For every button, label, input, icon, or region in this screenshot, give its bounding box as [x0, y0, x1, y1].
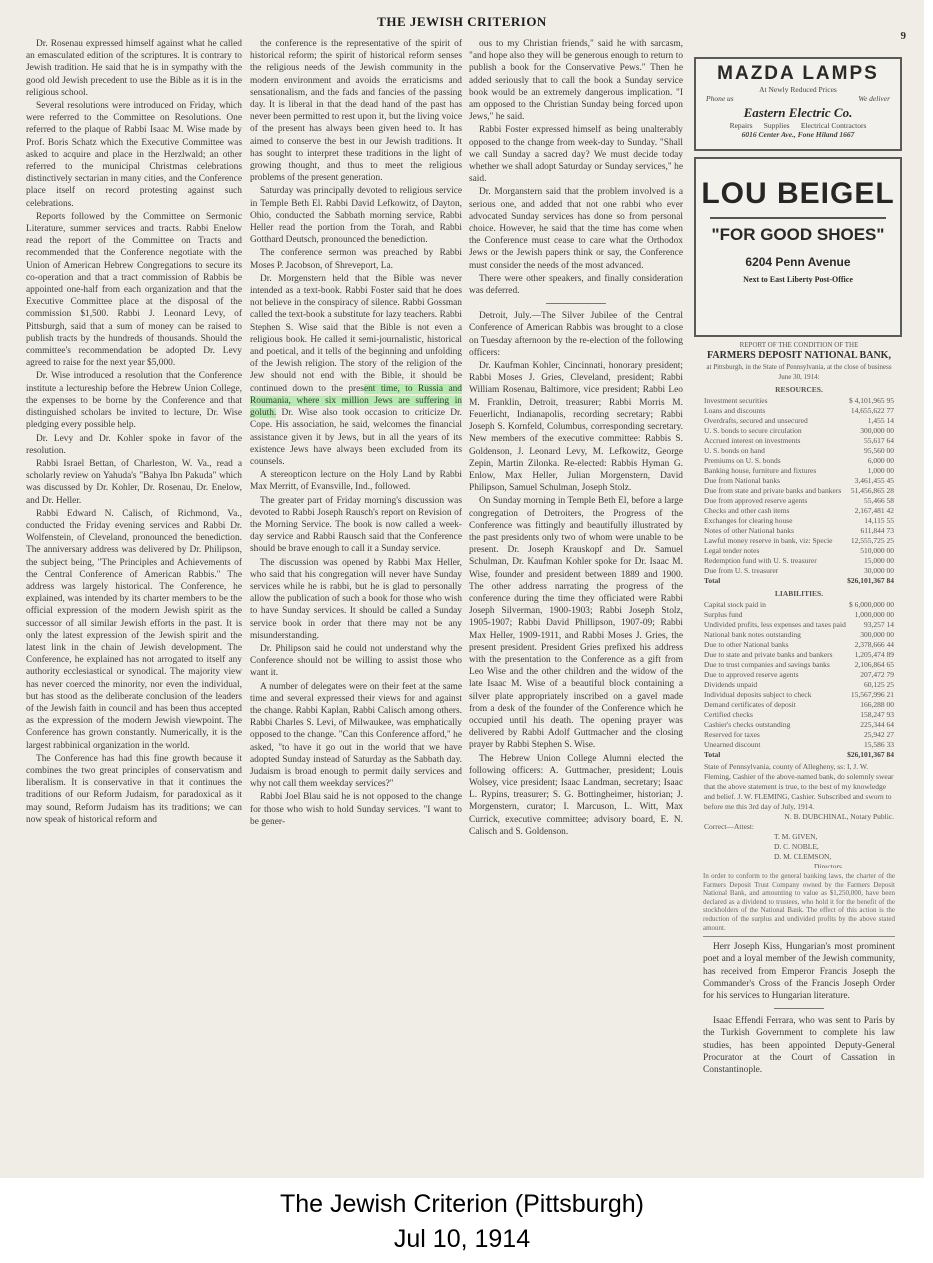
line-label: Lawful money reserve in bank, viz: Specie [704, 536, 833, 545]
article-paragraph: Rabbi Foster expressed himself as being unalterably opposed to the change from week-day to Sunday. "Shall we call Sunday a sacred day? We must decide today whether we shall adopt Saturday or Sunday services," he said. [469, 125, 683, 185]
line-label: Overdrafts, secured and unsecured [704, 416, 808, 425]
line-label: Due to other National banks [704, 640, 789, 649]
article-column-3 [469, 38, 683, 1170]
line-value: 1,455 14 [867, 416, 894, 425]
total-label: Total [704, 576, 721, 585]
article-column-1 [26, 38, 242, 1170]
article-paragraph: On Sunday morning in Temple Beth El, before a large congregation of Detroiters, the Progress of the Conference was fittingly and beautifully illustrated by the past presidents only two of whom were unable to be present. Dr. Joseph Krauskopf and Dr. Samuel Schulman, Dr. Kaufman Kohler spoke for Dr. Isaac M. Wise, founder and president between 1889 and 1900. The other address narrating the progress of the conference during the time they officiated were Rabbi Joseph Silverman, 1900-1903; Rabbi Joseph Stolz, 1905-1907; Rabbi David Phillipson, 1907-09; Rabbi Max Heller, 1909-1911, and Rabbi Moses J. Gries, the present president. President Gries prefixed his address with the presentation to the Conference as a gift from Leo Wise and the other children and the widow of the late Isaac M. Wise of a beautiful block containing a silver plate appropriately inscribed on a gavel made from a desk of the founder of the Conference which he occupied until his death. The opening prayer was delivered by Rabbi Adolf Guttmacher and the closing prayer by Rabbi Stephen S. Wise. [469, 496, 683, 751]
line-label: Cashier's checks outstanding [704, 720, 791, 729]
line-value: 15,567,996 21 [850, 690, 894, 699]
bank-line-item [704, 556, 894, 566]
bank-line-item [704, 446, 894, 456]
total-value: $26,101,367 84 [847, 750, 894, 759]
line-label: Accrued interest on investments [704, 436, 801, 445]
bank-line-item [704, 426, 894, 436]
line-label: Investment securities [704, 396, 768, 405]
line-label: Due from U. S. treasurer [704, 566, 779, 575]
article-paragraph: Rabbi Israel Bettan, of Charleston, W. Va., read a scholarly review on Yahuda's "Bahya Ibn Pakuda" which was discussed by Dr. Kohler, Dr. Rosenau, Dr. Enelow, and Dr. Heller. [26, 458, 242, 506]
line-label: Due to approved reserve agents [704, 670, 799, 679]
line-label: Surplus fund [704, 610, 743, 619]
oath-text: State of Pennsylvania, county of Allegheny, ss: I, J. W. Fleming, Cashier of the above-named bank, do solemnly swear that the above statement is true, to the best of my knowledge and belief. J. W. FLEMING, Cashier. Subscribed and sworn to before me this 3rd day of July, 1914. [704, 762, 894, 811]
directors-label: Directors. [814, 862, 844, 868]
line-label: Unearned discount [704, 740, 761, 749]
line-value: 14,655,622 77 [850, 406, 894, 415]
line-value: 300,000 00 [860, 630, 894, 639]
line-label: Dividends unpaid [704, 680, 758, 689]
article-paragraph: Dr. Kaufman Kohler, Cincinnati, honorary president; Rabbi Moses J. Gries, Cleveland, president; Rabbi William Rosenau, Baltimore, vice president; Rabbi Leo M. Franklin, Detroit, treasurer; Rabbi Morris M. Feuerlicht, Indianapolis, recording secretary; Rabbi Joseph S. Kornfeld, Columbus, corresponding secretary. New members of the executive committee: Rabbis S. Goldenson, J. Leonard Levy, M. Lefkowitz, George Zepin, Martin Zilonka. Re-elected: Rabbis Hyman G. Enlow, Max Heller, Julian Morgenstern, David Philipson, Samuel Schulman, Joseph Stolz. [469, 361, 683, 494]
line-value: 166,288 00 [860, 700, 894, 709]
line-value: 158,247 93 [860, 710, 894, 719]
total-label: Total [704, 750, 721, 759]
line-value: 15,586 33 [864, 740, 894, 749]
bank-line-item [704, 476, 894, 486]
line-value: 30,000 00 [864, 566, 894, 575]
line-label: U. S. bonds to secure circulation [704, 426, 802, 435]
bank-line-item [704, 496, 894, 506]
ad-address: 6204 Penn Avenue [745, 255, 851, 269]
director: T. M. GIVEN, [774, 832, 818, 841]
director: D. M. CLEMSON, [774, 852, 832, 861]
line-label: Due from National banks [704, 476, 781, 485]
line-value: 3,461,455 45 [854, 476, 894, 485]
line-label: Legal tender notes [704, 546, 760, 555]
line-label: Notes of other National banks [704, 526, 794, 535]
line-value: 2,167,481 42 [854, 506, 894, 515]
line-label: Certified checks [704, 710, 753, 719]
bank-line-item [704, 436, 894, 446]
article-paragraph: The Hebrew Union College Alumni elected the following officers: A. Guttmacher, president; Louis Wolsey, vice president; Isaac Landman, secretary; Isaac L. Rypins, treasurer; S. G. Bottingheimer, historian; J. Morgenstern, curator; I. Marcuson, L. Witt, Max Currick, executive committee; advisory board, E. N. Calisch and S. Goldenson. [469, 753, 683, 837]
ad-title: LOU BEIGEL [701, 177, 895, 210]
resources-total-row [704, 576, 894, 586]
line-label: Undivided profits, less expenses and taxes paid [704, 620, 846, 629]
resources-title: RESOURCES. [775, 385, 823, 394]
line-value: 51,456,865 28 [850, 486, 894, 495]
line-label: U. S. bonds on hand [704, 446, 765, 455]
line-label: Banking house, furniture and fixtures [704, 466, 817, 475]
line-label: Premiums on U. S. bonds [704, 456, 781, 465]
bank-line-item [704, 546, 894, 556]
ad-rule [710, 217, 886, 219]
bank-line-item [704, 406, 894, 416]
paragraph-text: Dr. Wise also took occasion to criticize Dr. Cope. His association, he said, welcomes the financial assistance given it by Jews, but in all the years of its existence Jews have always been excluded from its counsels. [250, 408, 462, 467]
ad-company: Eastern Electric Co. [743, 105, 853, 120]
line-value: 207,472 79 [860, 670, 894, 679]
line-value: 25,942 27 [864, 730, 894, 739]
bank-line-item [704, 730, 894, 740]
article-paragraph: There were other speakers, and finally consideration was deferred. [469, 273, 683, 297]
bank-notice: In order to conform to the general banking laws, the charter of the Farmers Deposit Trust Company owned by the Farmers Deposit National Bank, and amounting to value as $1,250,000, have been declared as a dividend to trustees, who hold it for the benefit of the stockholders of the National Bank. The effect of this action is the reduction of the surplus and undivided profits by the above stated amount. [703, 872, 895, 937]
ad-notes-row [696, 94, 900, 103]
article-column-4 [703, 872, 895, 1170]
line-label: Demand certificates of deposit [704, 700, 796, 709]
article-paragraph: Dr. Rosenau expressed himself against what he called an emasculated edition of the scriptures. It is contrary to Jewish tradition. He said that he is in sympathy with the good old Jewish precedent to use the Bible as it is in the religious school. [26, 39, 242, 98]
article-paragraph: The greater part of Friday morning's discussion was devoted to Rabbi Joseph Rausch's report on Revision of the Morning Service. The book is now called a week-day service and Rabbi Rausch said that the Conference should be brave enough to call it a Sunday service. [250, 495, 462, 555]
line-value: $ 6,000,000 00 [849, 600, 894, 609]
article-paragraph: Dr. Wise introduced a resolution that the Conference institute a lectureship before the Hebrew Union College, the expenses to be borne by the Conference and that distinguished scholars be invited to lecture, Dr. Wise pledging every possible help. [26, 371, 242, 431]
total-value: $26,101,367 84 [847, 576, 894, 585]
report-location: at Pittsburgh, in the State of Pennsylvania, at the close of business June 30, 1914: [706, 363, 892, 381]
bank-line-item [704, 466, 894, 476]
notary: N. B. DUBCHINAL, Notary Public. [784, 812, 894, 821]
article-paragraph: Isaac Effendi Ferrara, who was sent to Paris by the Turkish Government to complete his law studies, has been appointed Deputy-General Procurator at the Court of Cassation in Constantinople. [703, 1016, 895, 1075]
article-paragraph: A stereopticon lecture on the Holy Land by Rabbi Max Merritt, of Evansville, Ind., followed. [250, 470, 462, 493]
director: D. C. NOBLE, [774, 842, 819, 851]
line-value: 93,257 14 [864, 620, 894, 629]
line-value: 510,000 00 [860, 546, 894, 555]
bank-line-item [704, 526, 894, 536]
article-paragraph: Saturday was principally devoted to religious service in Temple Beth El. Rabbi David Lefkowitz, of Dayton, Ohio, conducted the Sabbath morning service, Rabbi Heller read the portion from the Torah, and Rabbi Gotthard Deutsch, pronounced the benediction. [250, 186, 462, 246]
line-label: Due from state and private banks and bankers [704, 486, 842, 495]
bank-line-item [704, 630, 894, 640]
bank-line-item [704, 566, 894, 576]
paragraph-text: Dr. Morgenstern held that the Bible was never intended as a text-book. Rabbi Foster said that he does not believe in the conspiracy of silence. Rabbi Gossman called the text-book a substitute for lazy teachers. Rabbi Stephen S. Wise said that the Bible is not even a religious book. He called it semi-journalistic, historical and poetical, and it tells of the beginning and unfolding of the Jewish religion. The story of the religion of the Jew should not end with the Bible, it should be continued down to the pres [250, 273, 462, 394]
line-label: Reserved for taxes [704, 730, 760, 739]
bank-line-item [704, 660, 894, 670]
bank-line-item [704, 620, 894, 630]
bank-line-item [704, 700, 894, 710]
bank-line-item [704, 710, 894, 720]
article-paragraph: the conference is the representative of the spirit of historical reform; the spirit of historical reform senses the religious needs of the Jewish community in the modern environment and avoids the erraticisms and sensationalism, and the fads and fancies of the passing day. It is liberal in that the dead hand of the past has never been permitted to rest upon it, but the living voice of the present has always been given heed to. It has aimed to conserve the best in our Jewish traditions. It has sought to interpret these traditions in the light of growing thought, and thus to meet the religious problems of the present generation. [250, 39, 462, 184]
line-value: 14,115 55 [864, 516, 894, 525]
article-paragraph: The Conference has had this fine growth because it combines the two great principles of conservatism and liberalism. It is conservative in that it continues the traditions of our Reform Judaism, for paradoxical as it may sound, Reform Judaism has its traditions; we can now speak of historical reform and [26, 753, 242, 825]
bank-line-item [704, 610, 894, 620]
article-paragraph: The discussion was opened by Rabbi Max Heller, who said that his congregation will never have Sunday services while he is rabbi, but he is glad to personally allow the publication of such a book for those who wish to have Sunday services. It should be called a Sunday service book in order that there may not be any misunderstanding. [250, 557, 462, 641]
bank-line-item [704, 506, 894, 516]
line-value: 1,000 00 [867, 466, 894, 475]
line-value: 225,344 64 [860, 720, 894, 729]
line-value: 2,106,864 65 [854, 660, 894, 669]
bank-line-item [704, 650, 894, 660]
line-value: 1,205,474 89 [854, 650, 894, 659]
line-value: 60,125 25 [864, 680, 894, 689]
lou-beigel-ad [694, 157, 902, 337]
ad-note-left: Phone us [706, 94, 734, 103]
bank-line-item [704, 640, 894, 650]
line-label: Due to state and private banks and bankers [704, 650, 833, 659]
article-paragraph: Several resolutions were introduced on Friday, which were referred to the Committee on Resolutions. One referred to the plaque of Rabbi Isaac M. Wise made by Prof. Boris Schatz which the Executive Committee was asked to acquire and place in the Herzlwald; an other referred to the municipal Christmas celebrations distinctively sectarian in many cities, and the Conference place itself on record protesting against such celebrations. [26, 101, 242, 209]
liabilities-total-row [704, 750, 894, 760]
section-divider [774, 1008, 824, 1009]
bank-line-item [704, 536, 894, 546]
bank-line-item [704, 416, 894, 426]
article-paragraph: The conference sermon was preached by Rabbi Moses P. Jacobson, of Shreveport, La. [250, 248, 462, 271]
line-value: 6,000 00 [867, 456, 894, 465]
ad-location-note: Next to East Liberty Post-Office [743, 275, 853, 284]
line-value: 12,555,725 25 [850, 536, 894, 545]
ad-slogan: "FOR GOOD SHOES" [711, 225, 885, 244]
bank-name: FARMERS DEPOSIT NATIONAL BANK, [707, 350, 891, 361]
caption-date: Jul 10, 1914 [393, 1225, 531, 1253]
line-value: 55,466 58 [864, 496, 894, 505]
bank-condition-report [704, 340, 894, 868]
article-paragraph: Dr. Morganstern said that the problem involved is a serious one, and added that not one rabbi who ever advocated Sunday services has done so from personal choice. However, he said that the time has come when the Conference must cease to care what the Orthodox Jews or the Jewish papers think or say, the Conference must consider the needs of the most advanced. [469, 187, 683, 271]
bank-line-item [704, 396, 894, 406]
line-label: National bank notes outstanding [704, 630, 801, 639]
bank-line-item [704, 680, 894, 690]
attest: Correct—Attest: [704, 822, 754, 831]
resources-list [704, 396, 894, 576]
article-paragraph: Dr. Philipson said he could not understand why the Conference should not be willing to assist those who want it. [250, 643, 462, 679]
report-heading: REPORT OF THE CONDITION OF THE [739, 341, 859, 349]
line-label: Checks and other cash items [704, 506, 790, 515]
bank-line-item [704, 670, 894, 680]
article-paragraph-morgenstern [250, 273, 462, 468]
liabilities-list [704, 600, 894, 750]
line-label: Loans and discounts [704, 406, 766, 415]
article-paragraph: Reports followed by the Committee on Sermonic Literature, summer services and tracts. Rabbi Enelow read the report of the Committee on Tracts and recommended that the Conference negotiate with the Union of American Hebrew Congregations to secure its co-operation and that a tract commission of Rabbis be appointed one-half from each organization and that the Executive Committee place at the disposal of the commission $1,500. Rabbi J. Leonard Levy, of Pittsburgh, said that a sum of money can be raised to publish tracts by the hundreds of thousands. Should the committee's recommendation be adopted Dr. Levy agreed to raise for the next year $5,000. [26, 211, 242, 369]
caption-title: The Jewish Criterion (Pittsburgh) [279, 1190, 644, 1218]
ad-title: MAZDA LAMPS [717, 63, 879, 84]
line-label: Due from approved reserve agents [704, 496, 808, 505]
bank-line-item [704, 690, 894, 700]
article-paragraph: ous to my Christian friends," said he with sarcasm, "and hope also they will be generous enough to return to publish a book for the Conservative Pews." Then he added seriously that to call the book a Sunday service book would be an extremely dangerous implication. "I am opposed to the Christian Sunday being forced upon Jews," he said. [469, 39, 683, 123]
article-column-2 [250, 38, 462, 1170]
line-label: Individual deposits subject to check [704, 690, 812, 699]
highlighted-passage: ent time, to Russia and Roumania, where six million Jews are suffering in goluth. [250, 383, 462, 419]
line-value: 55,617 64 [864, 436, 894, 445]
ad-services: Repairs Supplies Electrical Contractors [729, 121, 867, 130]
bank-line-item [704, 720, 894, 730]
article-paragraph: A number of delegates were on their feet at the same time and several expressed their views for and against the change. Rabbi Kaplan, Rabbi Calisch among others. Rabbi Charles S. Levi, of Milwaukee, was emphatically opposed to the change. "Can this Conference afford," he asked, "to have it go out in the world that we have adopted Sunday instead of Saturday as the Sabbath day. Judaism is broad enough to permit daily services and why not call them weekday services?" [250, 681, 462, 790]
masthead: THE JEWISH CRITERION [377, 14, 547, 29]
line-value: 611,844 73 [860, 526, 894, 535]
ad-address: 6016 Center Ave., Fone Hiland 1667 [741, 130, 855, 139]
section-divider [546, 303, 606, 304]
line-label: Exchanges for clearing house [704, 516, 793, 525]
line-label: Redemption fund with U. S. treasurer [704, 556, 817, 565]
line-label: Capital stock paid in [704, 600, 766, 609]
bank-line-item [704, 600, 894, 610]
article-paragraph: Dr. Levy and Dr. Kohler spoke in favor of the resolution. [26, 433, 242, 456]
mazda-lamps-ad [694, 57, 902, 151]
line-value: 300,000 00 [860, 426, 894, 435]
page-number: 9 [900, 30, 906, 42]
bank-line-item [704, 456, 894, 466]
article-paragraph: Herr Joseph Kiss, Hungarian's most prominent poet and a loyal member of the Jewish community, has received from Emperor Francis Joseph the Commander's Cross of the Francis Joseph Order for his services to Hungarian literature. [703, 942, 895, 1001]
bank-line-item [704, 486, 894, 496]
liabilities-title: LIABILITIES. [774, 589, 824, 598]
line-value: $ 4,101,965 95 [849, 396, 894, 405]
article-paragraph: Rabbi Edward N. Calisch, of Richmond, Va., conducted the Friday evening services and Rabbi Dr. Wolfenstein, of Cleveland, pronounced the benediction. The anniversary address was delivered by Dr. Philipson, the subject being, "The Principles and Achievements of the Central Conference of American Rabbis." The address was largely historical. The Conference, he explained, was intended by its charter members to be the official expression of the modern Jewish spirit as the successor of all similar Jewish efforts in the past. It is only the latest expression of the Jewish spirit and the latest link in the chain of Jewish development. The Conference, he explained has not arrogated to itself any authority ecclesiastical or synodical. The majority view has never coerced the minority, nor even the individual, but has stood as the deliberate conclusion of the leaders of the Jewish faith in council and has been thus accepted as the expression of the modern Jewish viewpoint. The Conference has grown constantly. Numerically, it is the largest rabbinical organization in the world. [26, 508, 242, 751]
article-paragraph: Rabbi Joel Blau said he is not opposed to the change for those who wish to hold Sunday services. "I want to be gener- [250, 792, 462, 827]
line-value: 95,560 00 [864, 446, 894, 455]
bank-line-item [704, 740, 894, 750]
ad-note-right: We deliver [858, 94, 890, 103]
line-value: 2,378,666 44 [854, 640, 894, 649]
bank-line-item [704, 516, 894, 526]
ad-subtitle: At Newly Reduced Prices [759, 85, 837, 94]
line-value: 15,000 00 [864, 556, 894, 565]
line-value: 1,000,000 00 [854, 610, 894, 619]
article-paragraph: Detroit, July.—The Silver Jubilee of the Central Conference of American Rabbis was brought to a close on Tuesday afternoon by the re-election of the following officers: [469, 311, 683, 358]
line-label: Due to trust companies and savings banks [704, 660, 830, 669]
